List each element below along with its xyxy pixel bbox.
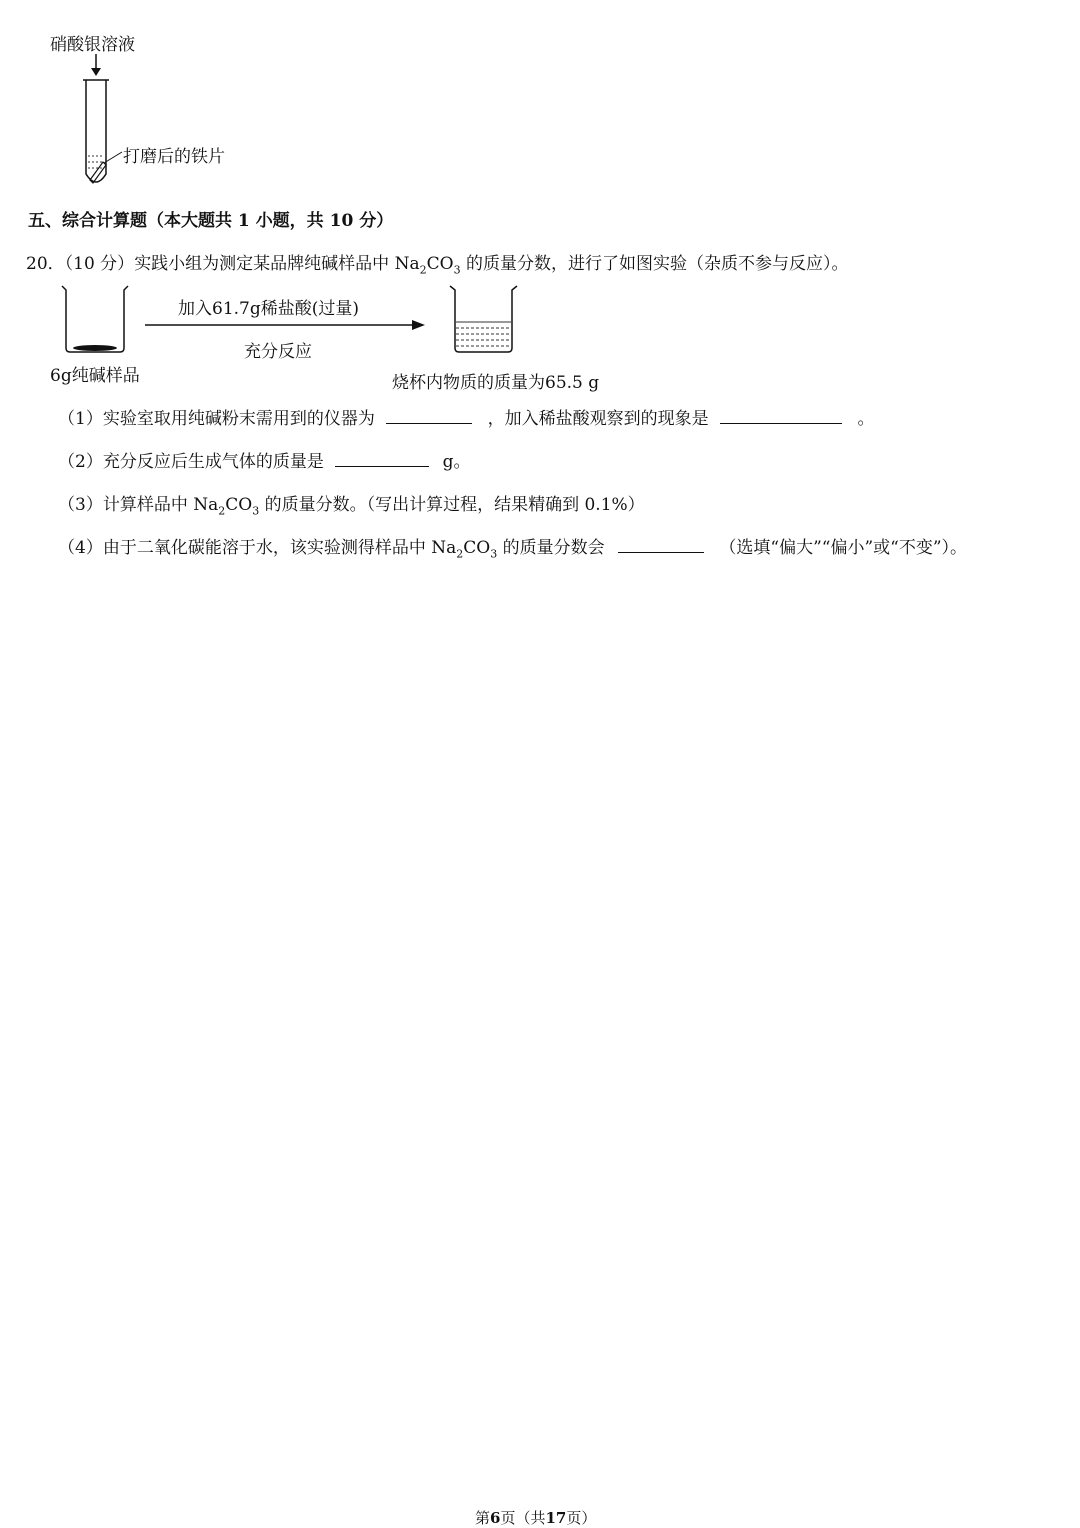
part-4-text-c: 的质量分数会 [497,538,605,558]
question-score: （10 分） [64,254,135,274]
part-3-text-c: 的质量分数。（写出计算过程，结果精确到 0.1%） [259,495,645,515]
part-4-sub2: 3 [490,547,498,561]
part-1-text-c: 。 [857,409,875,429]
answer-blank-2[interactable] [720,409,842,424]
part-3-sub2: 3 [252,504,260,518]
stem-sub1: 2 [419,263,427,277]
part-3-sub1: 2 [218,504,226,518]
part-1 [58,404,874,429]
footer-text-c: 页） [566,1509,597,1527]
reaction-arrow-head [412,320,425,330]
section-heading-tail: 分） [359,211,394,231]
part-3 [58,490,645,517]
arrow-bottom-label: 充分反应 [244,342,312,362]
beaker-liquid-lines [456,322,511,346]
part-3-text-a: （3）计算样品中 Na [58,495,219,515]
left-beaker [62,286,128,352]
part-1-text-a: （1）实验室取用纯碱粉末需用到的仪器为 [58,409,375,429]
sample-label: 6g纯碱样品 [50,366,140,386]
answer-blank-4[interactable] [618,538,704,553]
question-number: 20． [26,254,65,274]
answer-blank-1[interactable] [386,409,472,424]
part-4 [58,533,967,560]
down-arrow-head [91,68,101,76]
section-question-count: 1 [237,211,250,231]
test-tube-figure [60,52,260,192]
stem-text-c: 的质量分数，进行了如图实验（杂质不参与反应）。 [460,254,849,274]
footer-text-a: 第 [475,1509,491,1527]
part-3-text-b: CO [225,495,253,515]
part-2-text-b: g。 [442,452,471,472]
test-tube [86,80,106,182]
iron-strip-label: 打磨后的铁片 [123,147,225,167]
reagent-label: 硝酸银溶液 [50,35,135,55]
part-4-text-a: （4）由于二氧化碳能溶于水，该实验测得样品中 Na [58,538,457,558]
part-4-text-d: （选填“偏大”“偏小”或“不变”）。 [719,538,968,558]
section-points: 10 [329,211,354,231]
footer-total-pages: 17 [545,1509,567,1527]
part-4-text-b: CO [463,538,491,558]
sample-powder [73,345,117,351]
part-1-text-b: ，加入稀盐酸观察到的现象是 [487,409,709,429]
liquid-lines [88,156,104,168]
part-4-sub1: 2 [456,547,464,561]
iron-strip [90,162,106,183]
section-heading-text: 五、综合计算题（本大题共 [28,211,232,231]
section-heading [28,206,393,231]
part-2 [58,447,471,472]
page-footer [475,1507,596,1528]
arrow-top-label: 加入61.7g稀盐酸(过量) [178,299,359,319]
footer-page-number: 6 [490,1509,501,1527]
stem-text-b: CO [426,254,454,274]
right-beaker [450,286,517,352]
footer-text-b: 页（共 [500,1509,546,1527]
question-stem [26,249,848,276]
stem-text-a: 实践小组为测定某品牌纯碱样品中 Na [134,254,420,274]
beaker-mass-label: 烧杯内物质的质量为65.5 g [392,373,600,393]
answer-blank-3[interactable] [335,452,429,467]
section-heading-mid: 小题，共 [255,211,324,231]
stem-sub2: 3 [453,263,461,277]
part-2-text-a: （2）充分反应后生成气体的质量是 [58,452,324,472]
